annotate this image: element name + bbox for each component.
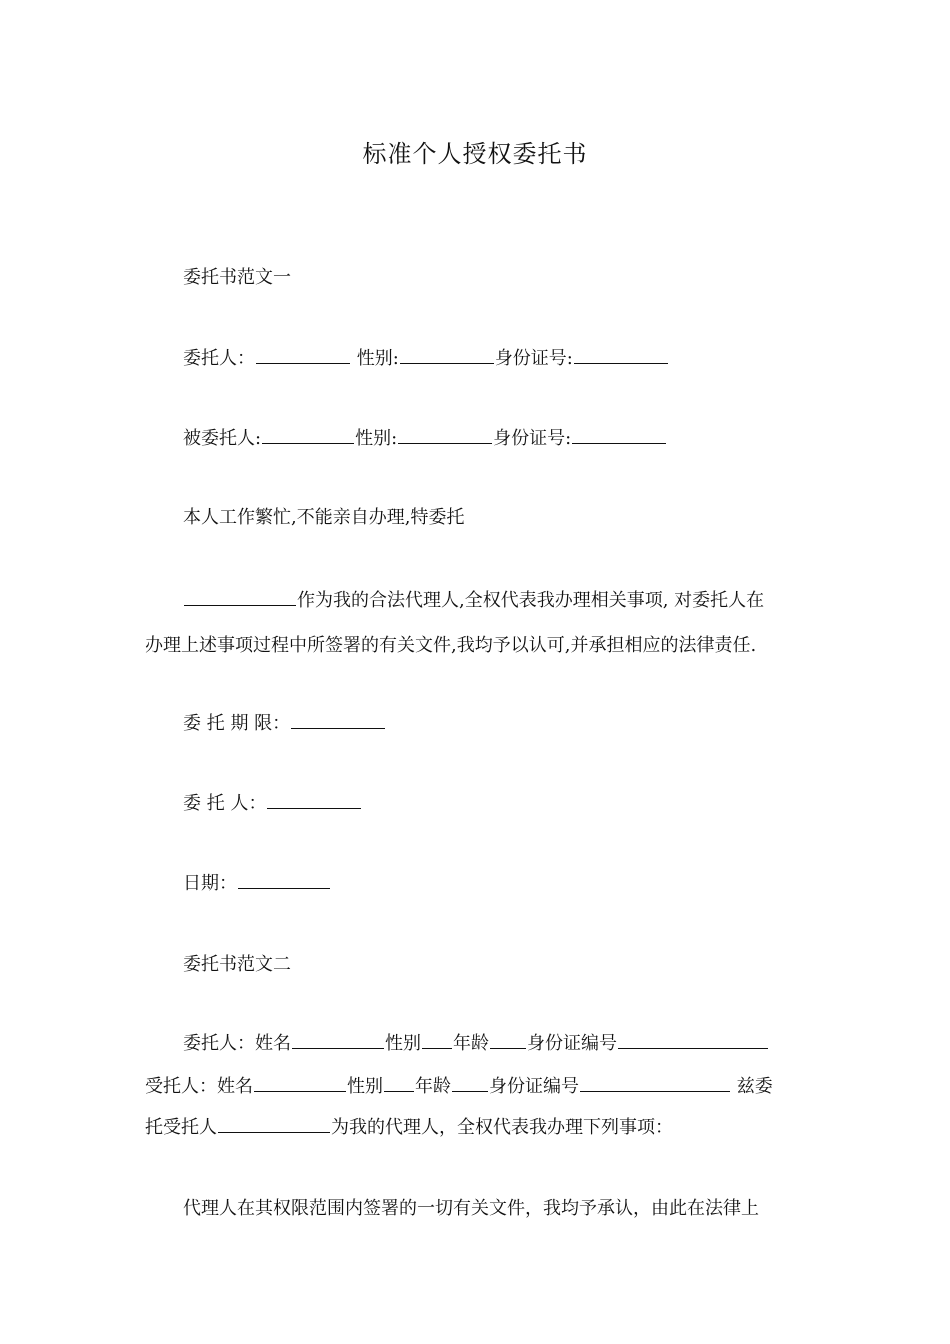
agent-info-line bbox=[183, 425, 667, 452]
principal-gender-label: 性别: bbox=[356, 348, 399, 369]
agent2-gender-blank bbox=[384, 1073, 414, 1092]
principal2-line bbox=[183, 1030, 769, 1057]
agent-id-blank bbox=[572, 425, 666, 444]
term-label: 委 托 期 限： bbox=[183, 713, 291, 734]
principal-info-line bbox=[183, 345, 669, 372]
agent2-prefix: 受托人：姓名 bbox=[145, 1076, 253, 1097]
principal-id-blank bbox=[574, 345, 668, 364]
busy-line: 本人工作繁忙,不能亲自办理,特委托 bbox=[183, 507, 465, 528]
signer-label: 委 托 人： bbox=[183, 793, 267, 814]
sample2-heading: 委托书范文二 bbox=[183, 954, 291, 975]
principal2-age-label: 年龄 bbox=[453, 1033, 489, 1054]
agent2-id-label: 身份证编号 bbox=[489, 1076, 579, 1097]
signer-line bbox=[183, 790, 362, 817]
agent-gender-blank bbox=[398, 425, 492, 444]
sample1-heading: 委托书范文一 bbox=[183, 267, 291, 288]
agent2-line bbox=[145, 1073, 773, 1100]
principal-name-blank bbox=[256, 345, 350, 364]
agent2-id-blank bbox=[580, 1073, 730, 1092]
agent-id-label: 身份证号: bbox=[493, 428, 572, 449]
principal2-id-label: 身份证编号 bbox=[527, 1033, 617, 1054]
clause-line: 代理人在其权限范围内签署的一切有关文件，我均予承认，由此在法律上 bbox=[183, 1198, 759, 1219]
date-label: 日期： bbox=[183, 873, 237, 894]
date-line bbox=[183, 870, 331, 897]
entrust-suffix: 为我的代理人，全权代表我办理下列事项： bbox=[331, 1117, 673, 1138]
principal-gender-blank bbox=[400, 345, 494, 364]
agent2-name-blank bbox=[254, 1073, 346, 1092]
agent-gender-label: 性别: bbox=[355, 428, 398, 449]
principal2-prefix: 委托人：姓名 bbox=[183, 1033, 291, 1054]
hereby-text: 兹委 bbox=[736, 1076, 773, 1097]
principal2-id-blank bbox=[618, 1030, 768, 1049]
document-title: 标准个人授权委托书 bbox=[362, 140, 588, 168]
entrust-prefix: 托受托人 bbox=[145, 1117, 217, 1138]
entrust-line bbox=[145, 1114, 673, 1141]
signer-blank bbox=[267, 790, 361, 809]
agent2-age-blank bbox=[452, 1073, 488, 1092]
agent-label: 被委托人: bbox=[183, 428, 262, 449]
term-line bbox=[183, 710, 386, 737]
date-blank bbox=[238, 870, 330, 889]
term-blank bbox=[291, 710, 385, 729]
principal-label: 委托人： bbox=[183, 348, 255, 369]
agent-name-blank bbox=[262, 425, 354, 444]
agent2-age-label: 年龄 bbox=[415, 1076, 451, 1097]
principal2-age-blank bbox=[490, 1030, 526, 1049]
principal2-name-blank bbox=[292, 1030, 384, 1049]
authority-line-1 bbox=[183, 587, 764, 614]
appointee-blank bbox=[184, 587, 296, 606]
principal-id-label: 身份证号: bbox=[494, 348, 573, 369]
entrust-agent-blank bbox=[218, 1114, 330, 1133]
authority-line-2: 办理上述事项过程中所签署的有关文件,我均予以认可,并承担相应的法律责任. bbox=[145, 635, 757, 656]
authority-text-1: 作为我的合法代理人,全权代表我办理相关事项, 对委托人在 bbox=[297, 590, 765, 611]
principal2-gender-label: 性别 bbox=[385, 1033, 421, 1054]
agent2-gender-label: 性别 bbox=[347, 1076, 383, 1097]
principal2-gender-blank bbox=[422, 1030, 452, 1049]
